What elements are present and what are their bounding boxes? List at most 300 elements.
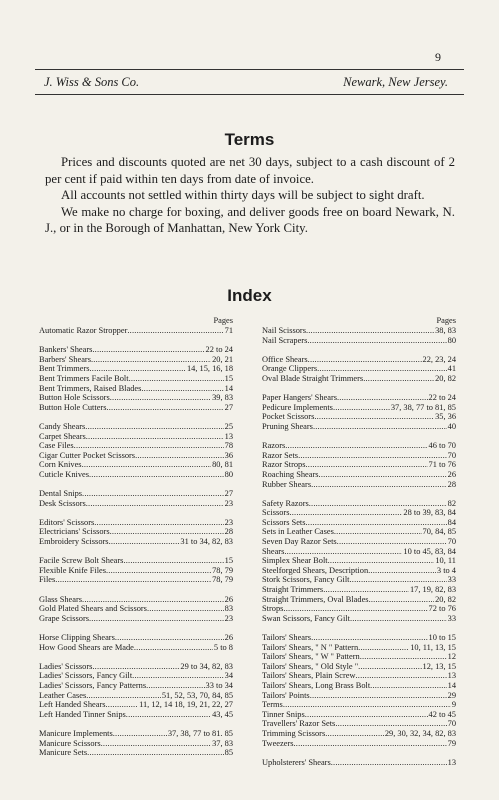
index-entry-name: Manicure Sets	[39, 748, 88, 758]
index-entry-pages: 40	[447, 421, 456, 431]
dot-leader	[106, 700, 139, 710]
index-entry-name: Scissors	[262, 508, 290, 518]
index-entry	[262, 460, 456, 470]
index-entry-pages: 27	[224, 489, 233, 499]
index-entry-pages: 71 to 76	[428, 460, 456, 470]
dot-leader	[333, 403, 390, 413]
index-entry-name: Razor Sets	[262, 450, 299, 460]
index-entry	[262, 422, 456, 432]
index-entry-name: Horse Clipping Shears	[39, 633, 115, 642]
index-entry-pages: 14	[224, 383, 233, 393]
dot-leader	[337, 537, 447, 547]
dot-leader	[313, 422, 447, 432]
index-entry-name: Tailors' Shears, " N " Pattern	[262, 642, 359, 652]
index-entry-pages: 80, 81	[212, 460, 233, 470]
dot-leader	[90, 364, 186, 374]
dot-leader	[306, 518, 447, 528]
terms-heading: Terms	[224, 130, 275, 149]
index-entry-name: Straight Trimmers	[262, 585, 324, 595]
index-entry	[39, 681, 233, 691]
index-entry-name: Tailors' Shears, " W " Pattern	[262, 652, 360, 662]
dot-leader	[335, 719, 446, 729]
index-entry	[262, 700, 456, 710]
index-entry-pages: 70, 84, 85	[422, 527, 456, 537]
dot-leader	[311, 633, 427, 643]
index-entry-name: Tailors' Shears, Long Brass Bolt	[262, 680, 371, 690]
index-entry-pages: 79	[447, 738, 456, 748]
index-entry-name: Pocket Scissors	[262, 412, 315, 422]
company-location: Newark, New Jersey.	[343, 75, 448, 89]
index-entry-pages: 15	[224, 556, 233, 566]
index-entry	[39, 403, 233, 413]
dot-leader	[289, 508, 402, 518]
index-entry	[262, 585, 456, 595]
index-entry	[39, 364, 233, 374]
index-entry-name: Cigar Cutter Pocket Scissors	[39, 450, 136, 460]
index-entry-name: Dental Snips	[39, 489, 83, 499]
index-entry-pages: 10, 11, 13, 15	[410, 642, 456, 652]
index-entry	[39, 633, 233, 643]
dot-leader	[284, 547, 402, 557]
index-entry-name: Sets in Leather Cases	[262, 527, 334, 537]
index-entry	[39, 537, 233, 547]
index-entry-pages: 10, 11	[435, 556, 456, 566]
index-entry	[39, 527, 233, 537]
terms-paragraph: Prices and discounts quoted are net 30 days, subject to a cash discount of 2 per cent if paid within ten days from date of invoice.	[45, 155, 455, 186]
index-entry-name: Facile Screw Bolt Shears	[39, 556, 124, 566]
index-entry-name: Razors	[262, 441, 286, 451]
index-entry-pages: 37, 83	[212, 738, 233, 748]
index-entry-pages: 78	[224, 441, 233, 451]
index-entry-name: Roaching Shears	[262, 469, 319, 479]
index-entry	[39, 489, 233, 499]
index-heading: Index	[227, 286, 272, 305]
index-entry-pages: 82	[447, 498, 456, 508]
index-entry-name: Bent Trimmers Facile Bolt	[39, 373, 129, 383]
index-entry-name: Tinner Snips	[262, 709, 305, 719]
dot-leader	[323, 585, 409, 595]
dot-leader	[82, 489, 224, 499]
index-entry	[262, 403, 456, 413]
index-entry-pages: 10 to 15	[428, 633, 456, 642]
index-entry-pages: 10 to 45, 83, 84	[403, 546, 456, 556]
index-entry	[262, 652, 456, 662]
index-entry	[262, 480, 456, 490]
index-entry	[39, 614, 233, 624]
index-entry-name: Desk Scissors	[39, 498, 86, 508]
index-entry-name: Scissors Sets	[262, 517, 306, 527]
index-entry	[262, 556, 456, 566]
index-entry-pages: 80	[447, 335, 456, 345]
index-entry-pages: 27	[224, 402, 233, 412]
index-entry	[39, 422, 233, 432]
index-entry-name: Tailors' Shears, Plain Screw	[262, 671, 356, 681]
index-entry	[39, 432, 233, 442]
index-entry-pages: 23	[224, 517, 233, 527]
dot-leader	[74, 441, 224, 451]
dot-leader	[368, 566, 436, 576]
index-entry	[39, 470, 233, 480]
index-entry	[39, 566, 233, 576]
index-entry	[39, 518, 233, 528]
index-entry-pages: 72 to 76	[428, 604, 456, 614]
group-spacer	[39, 623, 233, 633]
index-entry-name: Editors' Scissors	[39, 517, 95, 527]
index-entry-pages: 42 to 45	[428, 709, 456, 719]
index-entry-pages: 83	[224, 604, 233, 614]
dot-leader	[92, 662, 179, 672]
index-entry-pages: 5 to 8	[213, 642, 233, 652]
index-entry	[39, 748, 233, 758]
group-spacer	[39, 336, 233, 346]
index-entry	[262, 671, 456, 681]
dot-leader	[106, 403, 223, 413]
group-spacer	[262, 489, 456, 499]
index-entry-name: Rubber Shears	[262, 479, 312, 489]
index-entry	[39, 643, 233, 653]
dot-leader	[106, 566, 211, 576]
dot-leader	[87, 748, 223, 758]
index-entry	[39, 499, 233, 509]
index-entry-name: Tailors' Shears, " Old Style "	[262, 661, 359, 671]
index-entry-pages: 78, 79	[212, 565, 233, 575]
dot-leader	[85, 422, 223, 432]
dot-leader	[334, 527, 422, 537]
dot-leader	[147, 604, 224, 614]
index-entry-name: How Good Shears are Made	[39, 642, 134, 652]
index-entry	[262, 355, 456, 365]
dot-leader	[308, 355, 422, 365]
index-entry-name: Nail Scissors	[262, 326, 306, 335]
company-name: J. Wiss & Sons Co.	[44, 75, 140, 89]
index-entry-name: Orange Clippers	[262, 364, 318, 374]
dot-leader	[91, 355, 211, 365]
index-entry-name: Case Files	[39, 441, 74, 451]
index-entry-name: Trimming Scissors	[262, 728, 326, 738]
index-entry-pages: 13	[447, 671, 456, 681]
index-entry-name: Upholsterers' Shears	[262, 757, 331, 767]
index-entry-name: Safety Razors	[262, 498, 309, 508]
index-entry-pages: 29, 30, 32, 34, 82, 83	[384, 728, 456, 738]
index-entry-name: Razor Strops	[262, 460, 306, 470]
index-entry-name: Flexible Knife Files	[39, 565, 106, 575]
index-entry	[262, 566, 456, 576]
index-entry-pages: 41	[447, 364, 456, 374]
group-spacer	[39, 412, 233, 422]
dot-leader	[310, 691, 447, 701]
index-entry-name: Bent Trimmers, Raised Blades	[39, 383, 142, 393]
index-entry	[262, 604, 456, 614]
index-entry-pages: 22 to 24	[428, 393, 456, 403]
dot-leader	[123, 556, 223, 566]
dot-leader	[92, 345, 204, 355]
index-entry-name: Barbers' Shears	[39, 354, 91, 364]
index-entry	[39, 441, 233, 451]
index-entry	[39, 729, 233, 739]
index-entry-pages: 26	[224, 633, 233, 642]
index-entry-name: Automatic Razor Stropper	[39, 326, 128, 335]
index-entry-pages: 46 to 70	[428, 441, 456, 451]
dot-leader	[132, 671, 223, 681]
dot-leader	[109, 537, 180, 547]
dot-leader	[356, 671, 447, 681]
index-entry-pages: 25	[224, 421, 233, 431]
group-spacer	[262, 623, 456, 633]
index-entry-pages: 9	[451, 700, 456, 710]
index-entry-name: Manicure Scissors	[39, 738, 101, 748]
index-entry	[262, 451, 456, 461]
group-spacer	[262, 748, 456, 758]
index-entry-name: Steelforged Shears, Description	[262, 565, 369, 575]
dot-leader	[317, 364, 447, 374]
index-entry-name: Strops	[262, 604, 284, 614]
group-spacer	[39, 719, 233, 729]
index-entry-name: Bent Trimmers	[39, 364, 90, 374]
running-header	[35, 69, 464, 95]
index-entry-name: Ladies' Scissors, Fancy Gilt	[39, 671, 133, 681]
index-entry-name: Cuticle Knives	[39, 469, 90, 479]
dot-leader	[311, 480, 447, 490]
dot-leader	[129, 374, 224, 384]
dot-leader	[146, 681, 204, 691]
index-entry	[262, 681, 456, 691]
index-entry	[262, 719, 456, 729]
index-entry-pages: 13	[224, 431, 233, 441]
index-entry-name: Electricians' Scissors	[39, 527, 110, 537]
index-entry-pages: 31 to 34, 82, 83	[180, 537, 233, 547]
terms-paragraph: All accounts not settled within thirty days will be subject to sight draft.	[61, 188, 425, 202]
index-entry	[262, 364, 456, 374]
dot-leader	[350, 614, 447, 624]
index-entry-name: Carpet Shears	[39, 431, 86, 441]
index-entry	[262, 441, 456, 451]
dot-leader	[283, 604, 427, 614]
index-entry-pages: 14, 15, 16, 18	[186, 364, 233, 374]
index-entry-name: Embroidery Scissors	[39, 537, 109, 547]
dot-leader	[309, 499, 447, 509]
terms-body	[45, 154, 455, 237]
index-entry-pages: 22 to 24	[205, 345, 233, 355]
index-entry	[39, 556, 233, 566]
index-entry-pages: 71	[224, 326, 233, 335]
index-entry	[262, 393, 456, 403]
index-entry-name: Straight Trimmers, Oval Blades	[262, 594, 369, 604]
index-entry-name: Left Handed Shears	[39, 700, 106, 710]
index-entry	[262, 527, 456, 537]
dot-leader	[306, 326, 434, 336]
dot-leader	[370, 681, 446, 691]
index-entry-pages: 20, 21	[212, 354, 233, 364]
dot-leader	[360, 652, 447, 662]
index-entry-pages: 33 to 34	[205, 680, 233, 690]
index-entry	[262, 595, 456, 605]
index-entry	[262, 662, 456, 672]
index-entry-pages: 12, 13, 15	[422, 661, 456, 671]
index-entry	[39, 374, 233, 384]
index-entry-name: Glass Shears	[39, 594, 83, 604]
group-spacer	[262, 384, 456, 394]
index-entry	[39, 384, 233, 394]
index-entry-name: Tailors' Shears	[262, 633, 312, 642]
index-entry-name: Leather Cases	[39, 690, 87, 700]
index-entry-pages: 23	[224, 613, 233, 623]
index-entry-name: Stork Scissors, Fancy Gilt	[262, 575, 350, 585]
index-entry	[262, 537, 456, 547]
index-entry-pages: 80	[224, 469, 233, 479]
dot-leader	[82, 460, 211, 470]
index-entry-name: Office Shears	[262, 354, 308, 364]
index-entry-pages: 12	[447, 652, 456, 662]
index-entry	[39, 595, 233, 605]
index-entry-pages: 34	[224, 671, 233, 681]
index-entry-pages: 33	[447, 613, 456, 623]
terms-paragraph: We make no charge for boxing, and deliver goods free on board Newark, N. J., or in the Borough of Manhattan, New York City.	[45, 204, 455, 235]
index-entry-pages: 37, 38, 77 to 81. 85	[167, 728, 233, 738]
index-entry-name: Travellers' Razor Sets	[262, 719, 336, 729]
index-entry	[262, 326, 456, 336]
index-entry-pages: 85	[224, 748, 233, 758]
dot-leader	[86, 691, 161, 701]
index-entry	[39, 393, 233, 403]
index-entry	[262, 336, 456, 346]
index-entry	[262, 633, 456, 643]
index-entry-pages: 38, 83	[435, 326, 456, 335]
pages-column-label: Pages	[213, 316, 233, 325]
index-entry-name: Simplex Shear Bolt	[262, 556, 328, 566]
dot-leader	[86, 499, 224, 509]
index-entry-name: Grape Scissors	[39, 613, 90, 623]
index-entry	[262, 758, 456, 768]
index-entry	[262, 691, 456, 701]
index-entry-pages: 14	[447, 680, 456, 690]
index-entry-name: Files	[39, 575, 56, 585]
index-entry	[262, 575, 456, 585]
index-entry-name: Corn Knives	[39, 460, 82, 470]
index-entry	[39, 671, 233, 681]
index-entry	[39, 691, 233, 701]
index-entry-name: Bankers' Shears	[39, 345, 93, 355]
dot-leader	[82, 595, 224, 605]
index-entry-pages: 29	[447, 690, 456, 700]
index-entry-pages: 29 to 34, 82, 83	[180, 661, 233, 671]
index-entry-pages: 15	[224, 373, 233, 383]
index-entry-pages: 43, 45	[212, 709, 233, 719]
index-entry-name: Terms	[262, 700, 283, 710]
index-entry	[262, 499, 456, 509]
index-entry-pages: 20, 82	[435, 594, 456, 604]
index-entry-name: Swan Scissors, Fancy Gilt	[262, 613, 350, 623]
index-entry-name: Left Handed Tinner Snips	[39, 709, 126, 719]
dot-leader	[285, 441, 427, 451]
index-entry	[262, 729, 456, 739]
index-entry-pages: 3 to 4	[436, 565, 456, 575]
index-entry	[39, 326, 233, 336]
index-entry-name: Tweezers	[262, 738, 294, 748]
dot-leader	[305, 710, 428, 720]
index-entry	[262, 412, 456, 422]
dot-leader	[89, 614, 224, 624]
group-spacer	[262, 432, 456, 442]
dot-leader	[325, 729, 384, 739]
dot-leader	[89, 470, 224, 480]
dot-leader	[328, 556, 435, 566]
dot-leader	[298, 451, 447, 461]
index-entry-name: Paper Hangers' Shears	[262, 393, 337, 403]
index-entry-name: Gold Plated Shears and Scissors	[39, 604, 147, 614]
index-entry-pages: 26	[224, 594, 233, 604]
index-entry-name: Nail Scrapers	[262, 335, 308, 345]
index-entry	[39, 451, 233, 461]
index-entry-pages: 37, 38, 77 to 81, 85	[390, 402, 456, 412]
index-entry-name: Seven Day Razor Sets	[262, 537, 337, 547]
dot-leader	[55, 575, 211, 585]
index-entry-name: Pruning Shears	[262, 421, 313, 431]
index-entry-name: Button Hole Cutters	[39, 402, 107, 412]
index-entry-pages: 26	[447, 469, 456, 479]
dot-leader	[319, 470, 447, 480]
index-entry-name: Ladies' Scissors, Fancy Patterns	[39, 680, 147, 690]
group-spacer	[39, 585, 233, 595]
index-entry-name: Tailors' Points	[262, 690, 310, 700]
index-entry-pages: 51, 52, 53, 70, 84, 85	[161, 690, 233, 700]
dot-leader	[358, 662, 421, 672]
group-spacer	[262, 345, 456, 355]
index-entry	[39, 460, 233, 470]
index-entry-pages: 28	[224, 527, 233, 537]
dot-leader	[141, 384, 223, 394]
pages-column-label: Pages	[436, 316, 456, 325]
index-entry-pages: 33	[447, 575, 456, 585]
index-entry-pages: 23	[224, 498, 233, 508]
dot-leader	[115, 633, 224, 643]
dot-leader	[113, 729, 167, 739]
index-entry	[262, 508, 456, 518]
dot-leader	[369, 595, 435, 605]
dot-leader	[126, 710, 211, 720]
index-entry-pages: 13	[447, 757, 456, 767]
index-entry	[262, 643, 456, 653]
index-entry-pages: 84	[447, 517, 456, 527]
dot-leader	[127, 326, 223, 336]
index-entry	[39, 710, 233, 720]
index-entry	[39, 700, 233, 710]
index-entry-pages: 28 to 39, 83, 84	[403, 508, 456, 518]
index-entry-name: Oval Blade Straight Trimmers	[262, 373, 364, 383]
index-entry-pages: 17, 19, 82, 83	[409, 585, 456, 595]
dot-leader	[110, 527, 224, 537]
dot-leader	[349, 575, 446, 585]
index-column-left	[39, 316, 233, 758]
dot-leader	[306, 460, 428, 470]
dot-leader	[283, 700, 451, 710]
dot-leader	[94, 518, 223, 528]
index-entry	[39, 662, 233, 672]
index-entry-pages: 70	[447, 537, 456, 547]
index-entry	[39, 355, 233, 365]
dot-leader	[134, 643, 213, 653]
index-entry	[262, 374, 456, 384]
group-spacer	[39, 508, 233, 518]
dot-leader	[135, 451, 224, 461]
dot-leader	[314, 412, 434, 422]
index-entry	[262, 614, 456, 624]
index-entry	[39, 575, 233, 585]
index-entry	[262, 710, 456, 720]
dot-leader	[331, 758, 447, 768]
index-column-right	[262, 316, 456, 767]
index-entry-pages: 11, 12, 14 18, 19, 21, 22, 27	[139, 700, 233, 710]
index-entry-pages: 28	[447, 479, 456, 489]
